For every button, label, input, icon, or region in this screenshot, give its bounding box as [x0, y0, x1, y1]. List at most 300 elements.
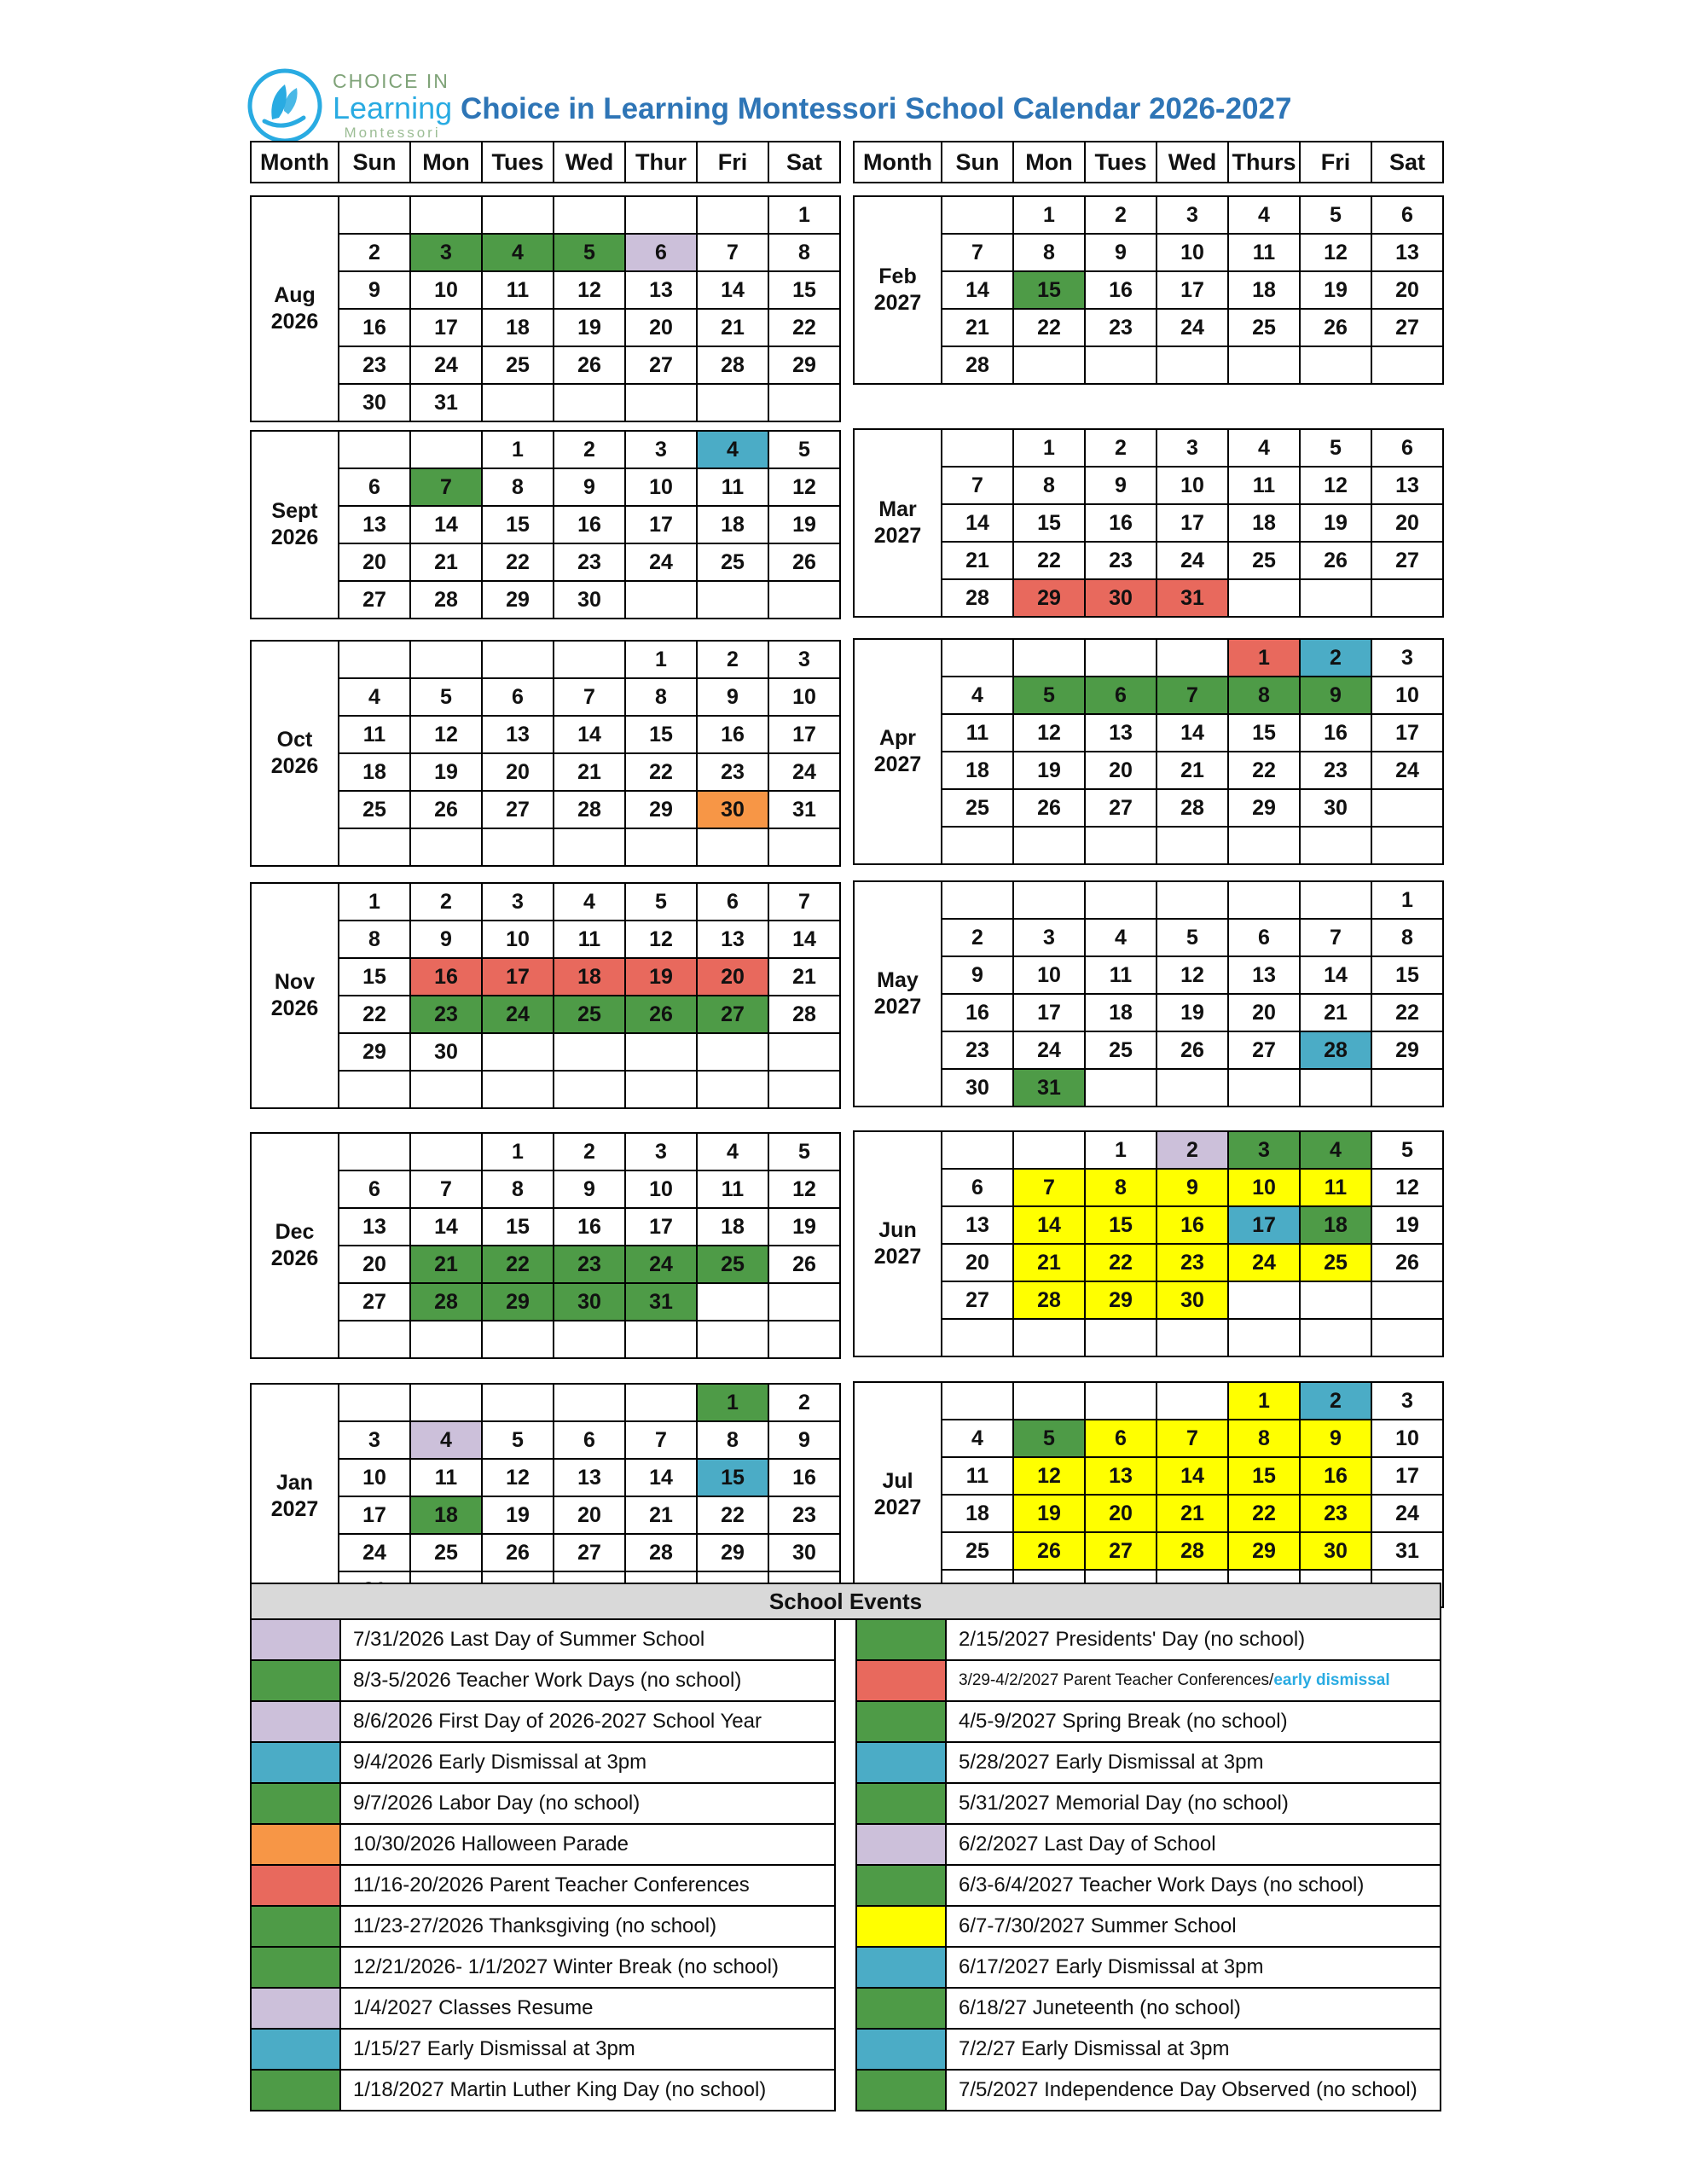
month-label-aug-2026	[251, 196, 339, 421]
day-nov-2026-19: 19	[625, 958, 697, 996]
empty-day-cell	[625, 196, 697, 234]
empty-day-cell	[1085, 1382, 1157, 1420]
day-sept-2026-27: 27	[339, 581, 410, 619]
day-sept-2026-8: 8	[482, 468, 554, 506]
empty-day-cell	[942, 1319, 1013, 1356]
legend-event-text: 8/6/2026 First Day of 2026-2027 School Year	[340, 1701, 835, 1742]
day-dec-2026-31: 31	[625, 1283, 697, 1321]
month-label-oct-2026	[251, 641, 339, 866]
day-aug-2026-21: 21	[697, 309, 768, 346]
legend-swatch-green	[251, 1906, 340, 1947]
legend-row	[856, 1865, 1441, 1906]
empty-day-cell	[1371, 346, 1443, 384]
day-may-2027-5: 5	[1157, 919, 1228, 956]
legend-event-text: 7/31/2026 Last Day of Summer School	[340, 1619, 835, 1660]
day-oct-2026-8: 8	[625, 678, 697, 716]
day-apr-2027-1: 1	[1228, 639, 1300, 677]
day-apr-2027-4: 4	[942, 677, 1013, 714]
day-jan-2027-30: 30	[768, 1534, 840, 1571]
day-apr-2027-25: 25	[942, 789, 1013, 827]
day-jan-2027-23: 23	[768, 1496, 840, 1534]
month-label-jan-2027	[251, 1384, 339, 1609]
day-mar-2027-21: 21	[942, 542, 1013, 579]
empty-day-cell	[1371, 789, 1443, 827]
weekday-header-thurs: Thurs	[1228, 142, 1300, 183]
empty-day-cell	[1157, 639, 1228, 677]
day-may-2027-18: 18	[1085, 994, 1157, 1031]
legend-swatch-green	[856, 1701, 946, 1742]
month-label-apr-2027	[854, 639, 942, 864]
legend-event-text: 11/23-27/2026 Thanksgiving (no school)	[340, 1906, 835, 1947]
day-jun-2027-3: 3	[1228, 1131, 1300, 1169]
day-jul-2027-13: 13	[1085, 1457, 1157, 1495]
empty-day-cell	[1300, 1281, 1371, 1319]
day-may-2027-12: 12	[1157, 956, 1228, 994]
month-label-mar-2027	[854, 429, 942, 617]
day-jun-2027-7: 7	[1013, 1169, 1085, 1206]
day-mar-2027-19: 19	[1300, 504, 1371, 542]
day-aug-2026-5: 5	[554, 234, 625, 271]
day-jan-2027-17: 17	[339, 1496, 410, 1534]
day-may-2027-17: 17	[1013, 994, 1085, 1031]
day-apr-2027-13: 13	[1085, 714, 1157, 752]
day-jan-2027-6: 6	[554, 1421, 625, 1459]
month-year: 2027	[873, 1245, 922, 1269]
day-nov-2026-10: 10	[482, 921, 554, 958]
day-feb-2027-16: 16	[1085, 271, 1157, 309]
empty-day-cell	[410, 828, 482, 866]
empty-day-cell	[1371, 579, 1443, 617]
empty-day-cell	[339, 1384, 410, 1421]
legend-row	[856, 1988, 1441, 2029]
empty-day-cell	[697, 1033, 768, 1071]
empty-day-cell	[339, 431, 410, 468]
day-feb-2027-17: 17	[1157, 271, 1228, 309]
legend-row	[856, 1947, 1441, 1988]
day-jan-2027-16: 16	[768, 1459, 840, 1496]
day-aug-2026-22: 22	[768, 309, 840, 346]
day-header-row-right	[853, 141, 1444, 183]
day-mar-2027-28: 28	[942, 579, 1013, 617]
day-sept-2026-10: 10	[625, 468, 697, 506]
day-jul-2027-7: 7	[1157, 1420, 1228, 1457]
day-jul-2027-22: 22	[1228, 1495, 1300, 1532]
month-label-may-2027	[854, 881, 942, 1107]
no-cell	[410, 1071, 482, 1108]
day-dec-2026-16: 16	[554, 1208, 625, 1246]
legend-event-text: 1/15/27 Early Dismissal at 3pm	[340, 2029, 835, 2070]
legend-row	[856, 1783, 1441, 1824]
no-cell	[1371, 1069, 1443, 1107]
day-nov-2026-17: 17	[482, 958, 554, 996]
legend-event-text: 6/18/27 Juneteenth (no school)	[946, 1988, 1441, 2029]
legend-row	[856, 1701, 1441, 1742]
day-jul-2027-15: 15	[1228, 1457, 1300, 1495]
day-aug-2026-4: 4	[482, 234, 554, 271]
day-jul-2027-12: 12	[1013, 1457, 1085, 1495]
no-cell	[1157, 1069, 1228, 1107]
day-oct-2026-17: 17	[768, 716, 840, 753]
day-mar-2027-11: 11	[1228, 467, 1300, 504]
day-apr-2027-26: 26	[1013, 789, 1085, 827]
day-aug-2026-9: 9	[339, 271, 410, 309]
empty-day-cell	[554, 1033, 625, 1071]
empty-day-cell	[1085, 346, 1157, 384]
empty-day-cell	[554, 1321, 625, 1358]
day-aug-2026-19: 19	[554, 309, 625, 346]
month-label-dec-2026	[251, 1133, 339, 1358]
day-dec-2026-13: 13	[339, 1208, 410, 1246]
legend-event-text: 7/5/2027 Independence Day Observed (no school)	[946, 2070, 1441, 2111]
day-may-2027-27: 27	[1228, 1031, 1300, 1069]
day-jun-2027-9: 9	[1157, 1169, 1228, 1206]
day-may-2027-24: 24	[1013, 1031, 1085, 1069]
calendar-feb-2027	[853, 195, 1444, 385]
empty-day-cell	[942, 881, 1013, 919]
empty-day-cell	[410, 1384, 482, 1421]
day-sept-2026-11: 11	[697, 468, 768, 506]
day-jun-2027-16: 16	[1157, 1206, 1228, 1244]
empty-day-cell	[1300, 881, 1371, 919]
day-oct-2026-27: 27	[482, 791, 554, 828]
day-apr-2027-24: 24	[1371, 752, 1443, 789]
empty-day-cell	[1157, 346, 1228, 384]
empty-day-cell	[554, 1384, 625, 1421]
day-dec-2026-2: 2	[554, 1133, 625, 1170]
month-column-header: Month	[251, 142, 339, 183]
empty-day-cell	[942, 1382, 1013, 1420]
no-cell	[482, 384, 554, 421]
no-cell	[1300, 1069, 1371, 1107]
empty-day-cell	[697, 1321, 768, 1358]
day-nov-2026-23: 23	[410, 996, 482, 1033]
day-jun-2027-11: 11	[1300, 1169, 1371, 1206]
day-jan-2027-8: 8	[697, 1421, 768, 1459]
day-jun-2027-20: 20	[942, 1244, 1013, 1281]
weekday-header-wed: Wed	[1157, 142, 1228, 183]
day-sept-2026-13: 13	[339, 506, 410, 543]
legend-row	[856, 1619, 1441, 1660]
day-dec-2026-21: 21	[410, 1246, 482, 1283]
legend-row	[251, 2070, 835, 2111]
day-jun-2027-17: 17	[1228, 1206, 1300, 1244]
day-jul-2027-9: 9	[1300, 1420, 1371, 1457]
day-jan-2027-7: 7	[625, 1421, 697, 1459]
legend-event-text: 7/2/27 Early Dismissal at 3pm	[946, 2029, 1441, 2070]
day-sept-2026-22: 22	[482, 543, 554, 581]
empty-day-cell	[1085, 1319, 1157, 1356]
empty-day-cell	[1300, 346, 1371, 384]
day-may-2027-9: 9	[942, 956, 1013, 994]
day-sept-2026-1: 1	[482, 431, 554, 468]
day-sept-2026-24: 24	[625, 543, 697, 581]
day-feb-2027-21: 21	[942, 309, 1013, 346]
day-apr-2027-30: 30	[1300, 789, 1371, 827]
day-dec-2026-12: 12	[768, 1170, 840, 1208]
weekday-header-fri: Fri	[1300, 142, 1371, 183]
empty-day-cell	[410, 431, 482, 468]
day-oct-2026-4: 4	[339, 678, 410, 716]
day-jan-2027-18: 18	[410, 1496, 482, 1534]
empty-day-cell	[1085, 827, 1157, 864]
day-jul-2027-4: 4	[942, 1420, 1013, 1457]
empty-day-cell	[339, 641, 410, 678]
day-jul-2027-1: 1	[1228, 1382, 1300, 1420]
day-feb-2027-7: 7	[942, 234, 1013, 271]
day-sept-2026-5: 5	[768, 431, 840, 468]
empty-day-cell	[1013, 1131, 1085, 1169]
day-jul-2027-21: 21	[1157, 1495, 1228, 1532]
day-mar-2027-13: 13	[1371, 467, 1443, 504]
empty-day-cell	[1300, 1319, 1371, 1356]
day-dec-2026-11: 11	[697, 1170, 768, 1208]
weekday-header-tues: Tues	[1085, 142, 1157, 183]
empty-day-cell	[625, 1321, 697, 1358]
legend-event-text: 11/16-20/2026 Parent Teacher Conferences	[340, 1865, 835, 1906]
legend-row	[856, 1660, 1441, 1701]
day-may-2027-1: 1	[1371, 881, 1443, 919]
day-nov-2026-21: 21	[768, 958, 840, 996]
month-year: 2026	[270, 310, 319, 334]
empty-day-cell	[410, 1321, 482, 1358]
day-apr-2027-23: 23	[1300, 752, 1371, 789]
day-may-2027-15: 15	[1371, 956, 1443, 994]
empty-day-cell	[625, 1033, 697, 1071]
legend-swatch-green	[856, 1783, 946, 1824]
legend-columns	[250, 1618, 1441, 2111]
day-mar-2027-7: 7	[942, 467, 1013, 504]
day-may-2027-13: 13	[1228, 956, 1300, 994]
legend-event-text: 1/18/2027 Martin Luther King Day (no school)	[340, 2070, 835, 2111]
no-cell	[1228, 1069, 1300, 1107]
day-jul-2027-20: 20	[1085, 1495, 1157, 1532]
day-dec-2026-27: 27	[339, 1283, 410, 1321]
day-dec-2026-29: 29	[482, 1283, 554, 1321]
calendar-dec-2026	[250, 1132, 841, 1359]
day-aug-2026-31: 31	[410, 384, 482, 421]
day-oct-2026-1: 1	[625, 641, 697, 678]
legend-row	[856, 2029, 1441, 2070]
day-may-2027-7: 7	[1300, 919, 1371, 956]
day-jan-2027-9: 9	[768, 1421, 840, 1459]
day-may-2027-23: 23	[942, 1031, 1013, 1069]
day-jan-2027-13: 13	[554, 1459, 625, 1496]
day-apr-2027-29: 29	[1228, 789, 1300, 827]
day-nov-2026-5: 5	[625, 883, 697, 921]
weekday-header-tues: Tues	[482, 142, 554, 183]
day-jan-2027-27: 27	[554, 1534, 625, 1571]
day-aug-2026-11: 11	[482, 271, 554, 309]
month-label-jul-2027	[854, 1382, 942, 1607]
legend-event-text: 12/21/2026- 1/1/2027 Winter Break (no school)	[340, 1947, 835, 1988]
legend-row	[856, 1742, 1441, 1783]
calendar-jul-2027	[853, 1381, 1444, 1608]
day-oct-2026-16: 16	[697, 716, 768, 753]
day-sept-2026-12: 12	[768, 468, 840, 506]
school-events-legend	[250, 1583, 1441, 2111]
day-jun-2027-22: 22	[1085, 1244, 1157, 1281]
day-dec-2026-28: 28	[410, 1283, 482, 1321]
day-sept-2026-6: 6	[339, 468, 410, 506]
day-jan-2027-2: 2	[768, 1384, 840, 1421]
day-aug-2026-7: 7	[697, 234, 768, 271]
empty-day-cell	[482, 196, 554, 234]
legend-swatch-green	[856, 2070, 946, 2111]
month-label-nov-2026	[251, 883, 339, 1108]
day-aug-2026-14: 14	[697, 271, 768, 309]
day-aug-2026-6: 6	[625, 234, 697, 271]
weekday-header-mon: Mon	[1013, 142, 1085, 183]
day-mar-2027-31: 31	[1157, 579, 1228, 617]
day-aug-2026-12: 12	[554, 271, 625, 309]
weekday-header-sun: Sun	[942, 142, 1013, 183]
month-year: 2027	[873, 752, 922, 776]
day-sept-2026-9: 9	[554, 468, 625, 506]
day-may-2027-30: 30	[942, 1069, 1013, 1107]
day-aug-2026-18: 18	[482, 309, 554, 346]
day-feb-2027-14: 14	[942, 271, 1013, 309]
day-aug-2026-29: 29	[768, 346, 840, 384]
day-oct-2026-18: 18	[339, 753, 410, 791]
logo-line-1: CHOICE IN	[333, 70, 449, 92]
no-cell	[554, 1071, 625, 1108]
day-sept-2026-26: 26	[768, 543, 840, 581]
day-dec-2026-19: 19	[768, 1208, 840, 1246]
day-sept-2026-7: 7	[410, 468, 482, 506]
day-oct-2026-2: 2	[697, 641, 768, 678]
empty-day-cell	[1085, 881, 1157, 919]
day-mar-2027-16: 16	[1085, 504, 1157, 542]
day-apr-2027-16: 16	[1300, 714, 1371, 752]
day-aug-2026-28: 28	[697, 346, 768, 384]
day-sept-2026-23: 23	[554, 543, 625, 581]
day-jul-2027-24: 24	[1371, 1495, 1443, 1532]
day-aug-2026-1: 1	[768, 196, 840, 234]
empty-day-cell	[697, 581, 768, 619]
day-nov-2026-24: 24	[482, 996, 554, 1033]
no-cell	[554, 384, 625, 421]
day-mar-2027-2: 2	[1085, 429, 1157, 467]
day-feb-2027-10: 10	[1157, 234, 1228, 271]
legend-event-text: 6/17/2027 Early Dismissal at 3pm	[946, 1947, 1441, 1988]
legend-swatch-orange	[251, 1824, 340, 1865]
day-jan-2027-14: 14	[625, 1459, 697, 1496]
day-aug-2026-20: 20	[625, 309, 697, 346]
day-aug-2026-3: 3	[410, 234, 482, 271]
day-may-2027-21: 21	[1300, 994, 1371, 1031]
calendar-apr-2027	[853, 638, 1444, 865]
day-apr-2027-11: 11	[942, 714, 1013, 752]
legend-event-text: 5/28/2027 Early Dismissal at 3pm	[946, 1742, 1441, 1783]
day-oct-2026-23: 23	[697, 753, 768, 791]
day-nov-2026-28: 28	[768, 996, 840, 1033]
day-jul-2027-30: 30	[1300, 1532, 1371, 1570]
day-dec-2026-9: 9	[554, 1170, 625, 1208]
month-name: Jul	[882, 1468, 913, 1493]
day-jul-2027-17: 17	[1371, 1457, 1443, 1495]
empty-day-cell	[1013, 827, 1085, 864]
day-dec-2026-23: 23	[554, 1246, 625, 1283]
day-jan-2027-25: 25	[410, 1534, 482, 1571]
day-dec-2026-30: 30	[554, 1283, 625, 1321]
empty-day-cell	[1013, 346, 1085, 384]
legend-row	[251, 1906, 835, 1947]
empty-day-cell	[625, 581, 697, 619]
legend-event-text: 6/3-6/4/2027 Teacher Work Days (no school)	[946, 1865, 1441, 1906]
day-feb-2027-25: 25	[1228, 309, 1300, 346]
empty-day-cell	[1013, 881, 1085, 919]
legend-column-right	[855, 1618, 1441, 2111]
day-feb-2027-27: 27	[1371, 309, 1443, 346]
empty-day-cell	[410, 1133, 482, 1170]
logo-line-3: Montessori	[344, 125, 441, 141]
day-apr-2027-21: 21	[1157, 752, 1228, 789]
day-dec-2026-3: 3	[625, 1133, 697, 1170]
day-may-2027-6: 6	[1228, 919, 1300, 956]
day-oct-2026-5: 5	[410, 678, 482, 716]
day-jan-2027-1: 1	[697, 1384, 768, 1421]
day-dec-2026-24: 24	[625, 1246, 697, 1283]
empty-day-cell	[554, 641, 625, 678]
legend-event-text: 8/3-5/2026 Teacher Work Days (no school)	[340, 1660, 835, 1701]
day-mar-2027-3: 3	[1157, 429, 1228, 467]
weekday-header-sat: Sat	[768, 142, 840, 183]
day-nov-2026-22: 22	[339, 996, 410, 1033]
day-mar-2027-24: 24	[1157, 542, 1228, 579]
empty-day-cell	[697, 828, 768, 866]
day-sept-2026-4: 4	[697, 431, 768, 468]
day-sept-2026-18: 18	[697, 506, 768, 543]
weekday-header-mon: Mon	[410, 142, 482, 183]
empty-day-cell	[1228, 1319, 1300, 1356]
legend-event-text: 2/15/2027 Presidents' Day (no school)	[946, 1619, 1441, 1660]
day-nov-2026-29: 29	[339, 1033, 410, 1071]
legend-row	[251, 1988, 835, 2029]
day-jan-2027-21: 21	[625, 1496, 697, 1534]
empty-day-cell	[1371, 1319, 1443, 1356]
day-sept-2026-3: 3	[625, 431, 697, 468]
calendar-oct-2026	[250, 640, 841, 867]
day-aug-2026-23: 23	[339, 346, 410, 384]
day-apr-2027-17: 17	[1371, 714, 1443, 752]
day-jul-2027-16: 16	[1300, 1457, 1371, 1495]
day-oct-2026-24: 24	[768, 753, 840, 791]
day-jul-2027-8: 8	[1228, 1420, 1300, 1457]
day-feb-2027-28: 28	[942, 346, 1013, 384]
month-year: 2026	[270, 754, 319, 778]
day-jun-2027-30: 30	[1157, 1281, 1228, 1319]
day-may-2027-20: 20	[1228, 994, 1300, 1031]
day-mar-2027-29: 29	[1013, 579, 1085, 617]
day-jan-2027-11: 11	[410, 1459, 482, 1496]
day-may-2027-16: 16	[942, 994, 1013, 1031]
month-year: 2026	[270, 1246, 319, 1270]
day-apr-2027-19: 19	[1013, 752, 1085, 789]
day-sept-2026-28: 28	[410, 581, 482, 619]
day-aug-2026-2: 2	[339, 234, 410, 271]
legend-swatch-teal	[856, 1947, 946, 1988]
day-jan-2027-3: 3	[339, 1421, 410, 1459]
legend-swatch-green	[856, 1865, 946, 1906]
day-jun-2027-1: 1	[1085, 1131, 1157, 1169]
day-mar-2027-15: 15	[1013, 504, 1085, 542]
day-jul-2027-25: 25	[942, 1532, 1013, 1570]
day-aug-2026-10: 10	[410, 271, 482, 309]
day-dec-2026-4: 4	[697, 1133, 768, 1170]
legend-row	[251, 1660, 835, 1701]
day-may-2027-19: 19	[1157, 994, 1228, 1031]
day-aug-2026-27: 27	[625, 346, 697, 384]
